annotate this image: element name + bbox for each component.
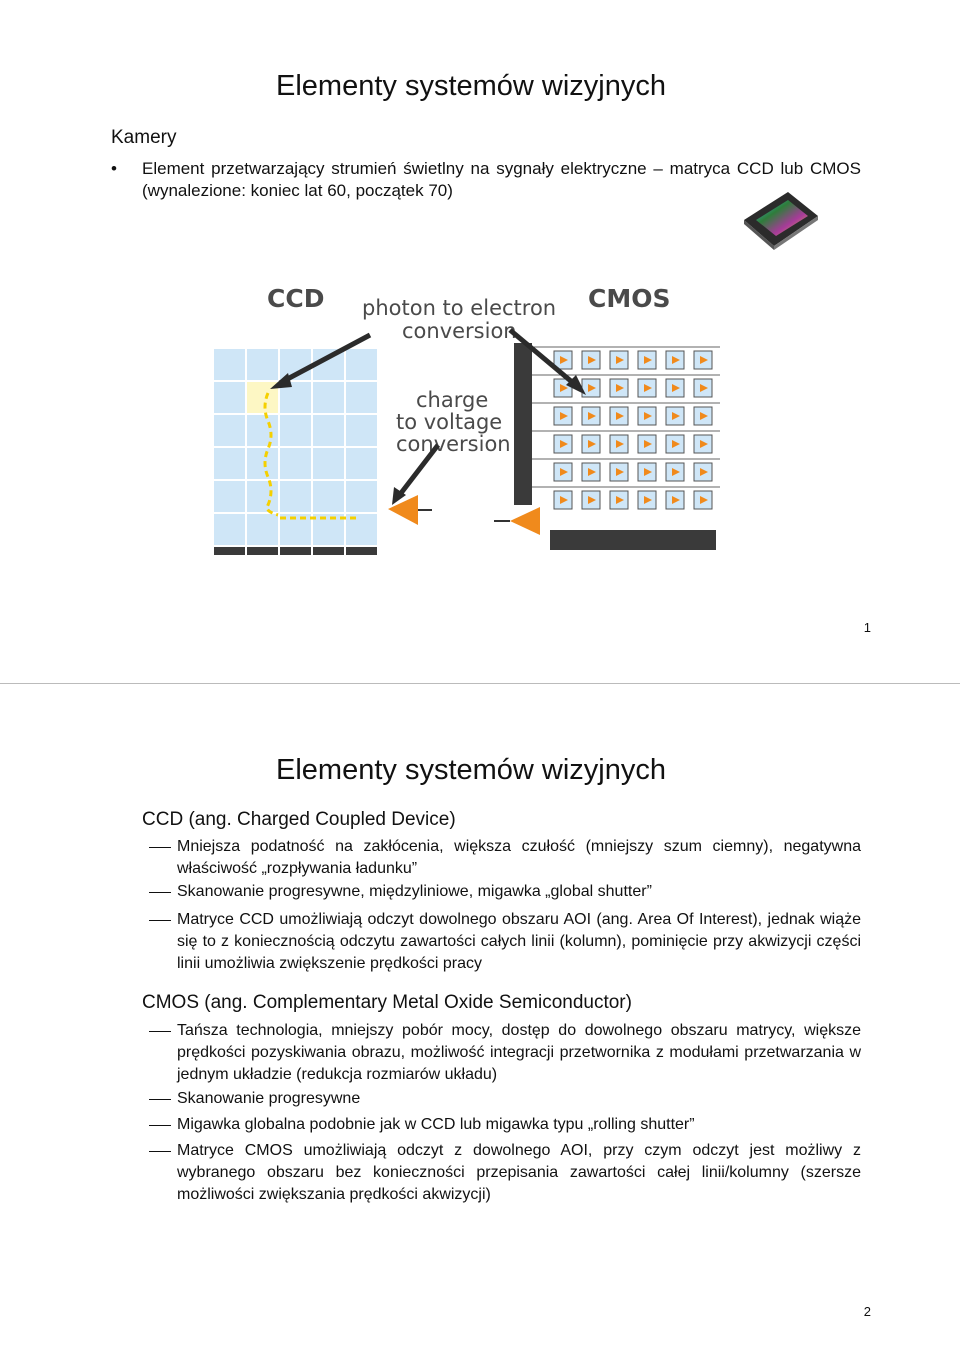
cmos-pixel bbox=[554, 491, 572, 509]
cmos-pixel bbox=[638, 379, 656, 397]
cmos-row-register bbox=[550, 530, 716, 550]
cmos-pixel bbox=[694, 463, 712, 481]
charge-label-line1: charge bbox=[416, 388, 489, 412]
ccd-register-cell bbox=[280, 547, 311, 555]
ccd-pixel bbox=[247, 349, 278, 380]
cmos-pixel bbox=[610, 351, 628, 369]
cmos-pixel bbox=[554, 463, 572, 481]
cmos-item: Skanowanie progresywne bbox=[177, 1090, 361, 1107]
ccd-pixel bbox=[346, 448, 377, 479]
cmos-pixel bbox=[638, 463, 656, 481]
cmos-pixel bbox=[694, 435, 712, 453]
ccd-pixel bbox=[280, 415, 311, 446]
ccd-pixel bbox=[214, 349, 245, 380]
ccd-register-cell bbox=[214, 547, 245, 555]
cmos-pixel bbox=[666, 407, 684, 425]
ccd-pixel bbox=[346, 382, 377, 413]
charge-label-line2: to voltage bbox=[396, 410, 503, 434]
ccd-pixel bbox=[346, 415, 377, 446]
sensor-chip-image bbox=[738, 186, 822, 252]
dash-marker bbox=[149, 892, 171, 893]
cmos-pixel bbox=[666, 463, 684, 481]
ccd-pixel bbox=[313, 382, 344, 413]
cmos-item: Migawka globalna podobnie jak w CCD lub migawka typu „rolling shutter” bbox=[177, 1116, 695, 1133]
ccd-pixel bbox=[247, 415, 278, 446]
slide-title: Elementy systemów wizyjnych bbox=[276, 70, 666, 102]
ccd-pixel bbox=[214, 382, 245, 413]
section-heading-kamery: Kamery bbox=[111, 127, 177, 148]
photon-label-line1: photon to electron bbox=[362, 296, 557, 320]
dash-marker bbox=[149, 1099, 171, 1100]
cmos-pixel bbox=[582, 407, 600, 425]
ccd-item: Skanowanie progresywne, międzyliniowe, migawka „global shutter” bbox=[177, 883, 652, 900]
ccd-pixel bbox=[247, 481, 278, 512]
ccd-pixel bbox=[313, 481, 344, 512]
photon-label-line2: conversion bbox=[402, 319, 517, 343]
ccd-register-cell bbox=[313, 547, 344, 555]
ccd-pixel bbox=[214, 481, 245, 512]
ccd-pixel bbox=[247, 448, 278, 479]
cmos-pixel bbox=[638, 407, 656, 425]
cmos-pixel bbox=[694, 379, 712, 397]
cmos-pixel bbox=[694, 351, 712, 369]
ccd-pixel-grid bbox=[214, 349, 377, 555]
dash-marker bbox=[149, 847, 171, 848]
cmos-pixel bbox=[610, 435, 628, 453]
ccd-pixel bbox=[247, 514, 278, 545]
ccd-amplifier-icon bbox=[388, 495, 418, 525]
slide-2 bbox=[0, 684, 960, 1367]
ccd-pixel bbox=[214, 415, 245, 446]
dash-marker bbox=[149, 1151, 171, 1152]
cmos-pixel bbox=[610, 379, 628, 397]
cmos-pixel bbox=[582, 491, 600, 509]
ccd-pixel bbox=[280, 448, 311, 479]
cmos-label: CMOS bbox=[588, 284, 671, 313]
charge-label-line3: conversion bbox=[396, 432, 511, 456]
cmos-pixel bbox=[694, 407, 712, 425]
cmos-pixel bbox=[582, 463, 600, 481]
ccd-pixel bbox=[313, 514, 344, 545]
cmos-pixel bbox=[694, 491, 712, 509]
cmos-pixel bbox=[638, 491, 656, 509]
bullet-mark: • bbox=[111, 159, 117, 178]
ccd-cmos-diagram bbox=[210, 275, 722, 555]
ccd-pixel bbox=[346, 349, 377, 380]
ccd-heading: CCD (ang. Charged Coupled Device) bbox=[142, 809, 456, 830]
ccd-pixel bbox=[280, 481, 311, 512]
cmos-item: Tańsza technologia, mniejszy pobór mocy, dostęp do dowolnego obszaru matrycy, większe prędkości pozyskiwania obrazu, możliwość integracji przetwornika z modułami przetwarzania w jednym układzie (redukcja rozmiarów układu) bbox=[177, 1022, 861, 1083]
ccd-register-cell bbox=[247, 547, 278, 555]
cmos-item: Matryce CMOS umożliwiają odczyt z dowolnego AOI, przy czym odczyt jest możliwy z wybranego obszaru bez konieczności przepisania zawartości całej linii/kolumny (szersze możliwości zwiększania prędkości akwizycji) bbox=[177, 1142, 861, 1203]
cmos-pixel bbox=[610, 463, 628, 481]
bullet-text: Element przetwarzający strumień świetlny na sygnały elektryczne – matryca CCD lub CMOS (wynalezione: koniec lat 60, początek 70) bbox=[142, 159, 861, 200]
dash-marker bbox=[149, 1031, 171, 1032]
cmos-pixel bbox=[554, 435, 572, 453]
cmos-column-bus bbox=[514, 343, 532, 505]
cmos-pixel bbox=[638, 351, 656, 369]
ccd-pixel bbox=[346, 481, 377, 512]
ccd-label: CCD bbox=[267, 284, 325, 313]
cmos-pixel bbox=[666, 491, 684, 509]
ccd-item: Mniejsza podatność na zakłócenia, większa czułość (mniejszy szum ciemny), negatywna właściwość „rozpływania ładunku” bbox=[177, 838, 861, 877]
cmos-pixel bbox=[610, 491, 628, 509]
slide-title: Elementy systemów wizyjnych bbox=[276, 754, 666, 786]
cmos-amplifier-icon bbox=[510, 507, 540, 535]
cmos-pixel bbox=[610, 407, 628, 425]
dash-marker bbox=[149, 920, 171, 921]
ccd-pixel bbox=[313, 415, 344, 446]
ccd-register-cell bbox=[346, 547, 377, 555]
dash-marker bbox=[149, 1125, 171, 1126]
cmos-heading: CMOS (ang. Complementary Metal Oxide Semiconductor) bbox=[142, 992, 632, 1013]
cmos-pixel bbox=[666, 351, 684, 369]
ccd-pixel bbox=[214, 448, 245, 479]
page-number: 1 bbox=[863, 620, 871, 635]
ccd-item: Matryce CCD umożliwiają odczyt dowolnego obszaru AOI (ang. Area Of Interest), jednak wiąże się to z koniecznością odczytu zawartości całych linii (kolumn), pominięcie przy akwizycji części linii umożliwia zwiększenie prędkości pracy bbox=[177, 911, 861, 972]
ccd-pixel bbox=[214, 514, 245, 545]
cmos-pixel bbox=[666, 379, 684, 397]
cmos-pixel bbox=[582, 435, 600, 453]
cmos-pixel bbox=[554, 407, 572, 425]
cmos-pixel bbox=[666, 435, 684, 453]
page-number: 2 bbox=[863, 1304, 871, 1319]
cmos-pixel bbox=[638, 435, 656, 453]
cmos-pixel bbox=[582, 351, 600, 369]
ccd-pixel bbox=[313, 448, 344, 479]
